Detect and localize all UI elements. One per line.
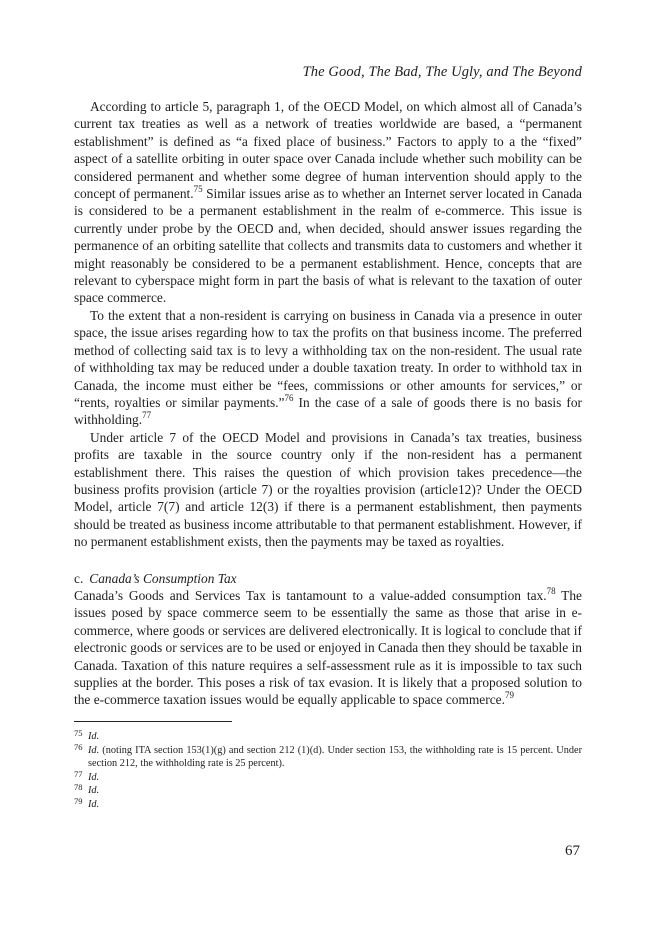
footnote-ref[interactable]: 79: [504, 690, 514, 701]
footnote-id: Id.: [88, 771, 100, 783]
footnote: [74, 730, 582, 744]
footnote-id: Id.: [88, 798, 100, 810]
footnote: [74, 741, 582, 771]
footnote-ref[interactable]: 76: [284, 392, 294, 403]
footnote-number: 78: [74, 782, 83, 793]
footnote-id: Id.: [88, 744, 100, 756]
paragraph-text: To the extent that a non-resident is carrying on business in Canada via a presence in outer space, the issue arises regarding how to tax the profits on that business income. The preferred method of collecting said tax is to levy a withholding tax on the non-resident. The usual rate of withholding tax may be reduced under a double taxation treaty. In order to withhold tax in Canada, the income must either be “fees, commissions or other amounts for services,” or “rents, royalties or similar payments.”: [74, 307, 582, 410]
paragraph-text: The issues posed by space commerce seem to be essentially the same as those that arise in e-commerce, where goods or services are delivered electronically. It is logical to conclude that if electronic goods or services are to be used or enjoyed in Canada then they should be taxable in Canada. Taxation of this nature requires a self-assessment rule as it is impossible to tax such supplies at the border. This poses a risk of tax evasion. It is likely that a proposed solution to the e-commerce taxation issues would be equally applicable to space commerce.: [74, 587, 582, 708]
paragraph-business-profits: Under article 7 of the OECD Model and provisions in Canada’s tax treaties, business profits are taxable in the source country only if the non-resident has a permanent establishment there. This raises the question of which provision takes precedence—the business profits provision (article 7) or the royalties provision (article12)? Under the OECD Model, article 7(7) and article 12(3) if there is a permanent establishment, then payments should be treated as business income attributable to that permanent establishment. However, if no permanent establishment exists, then the payments may be taxed as royalties.: [74, 429, 582, 550]
section-letter: c.: [74, 570, 84, 586]
paragraph-text: Canada’s Goods and Services Tax is tantamount to a value-added consumption tax.: [74, 587, 547, 603]
footnote-id: Id.: [88, 731, 100, 742]
footnote-number: 79: [74, 795, 83, 806]
footnotes: [74, 730, 582, 812]
footnote: [74, 795, 582, 812]
footnote: [74, 784, 582, 798]
page-number: 67: [565, 843, 580, 859]
footnote-ref[interactable]: 77: [142, 410, 152, 421]
footnote-ref[interactable]: 78: [546, 585, 556, 596]
footnote-number: 77: [74, 768, 83, 779]
footnote-text: (noting ITA section 153(1)(g) and section 212 (1)(d). Under section 153, the withholding rate is 15 percent. Under section 212, the withholding rate is 25 percent).: [88, 744, 582, 770]
paragraph-text: In the case of a sale of goods there is no basis for withholding.: [74, 394, 582, 428]
section-title: Canada’s Consumption Tax: [89, 570, 237, 586]
section-heading: [74, 570, 582, 587]
paragraph-text: According to article 5, paragraph 1, of the OECD Model, on which almost all of Canada’s current tax treaties as well as a network of treaties worldwide are based, a “permanent establishment” is defined as “a fixed place of business.” Factors to apply to a the “fixed” aspect of a satellite orbiting in outer space over Canada include whether such mobility can be considered permanent and whether some degree of human intervention should apply to the concept of permanent.: [74, 99, 582, 202]
paragraph-consumption-tax: [74, 587, 582, 709]
footnote-number: 76: [74, 741, 83, 752]
paragraph-withholding-tax: [74, 307, 582, 429]
paragraph-permanent-establishment: [74, 98, 582, 307]
running-header: The Good, The Bad, The Ugly, and The Beyond: [302, 64, 582, 80]
main-text: [74, 98, 582, 709]
footnote-divider: [74, 721, 232, 722]
paragraph-text: Similar issues arise as to whether an Internet server located in Canada is considered to be a permanent establishment in the realm of e-commerce. This issue is currently under probe by the OECD and, when decided, should answer issues regarding the permanence of an orbiting satellite that collects and transmits data to customers and whether it might reasonably be considered to be a permanent establishment. Hence, concepts that are relevant to cyberspace might form in part the basis of what is relevant to the taxation of outer space commerce.: [74, 186, 582, 306]
footnote: [74, 768, 582, 785]
footnote-number: 75: [74, 728, 83, 738]
footnote-id: Id.: [88, 785, 100, 797]
footnote-ref[interactable]: 75: [193, 184, 203, 195]
